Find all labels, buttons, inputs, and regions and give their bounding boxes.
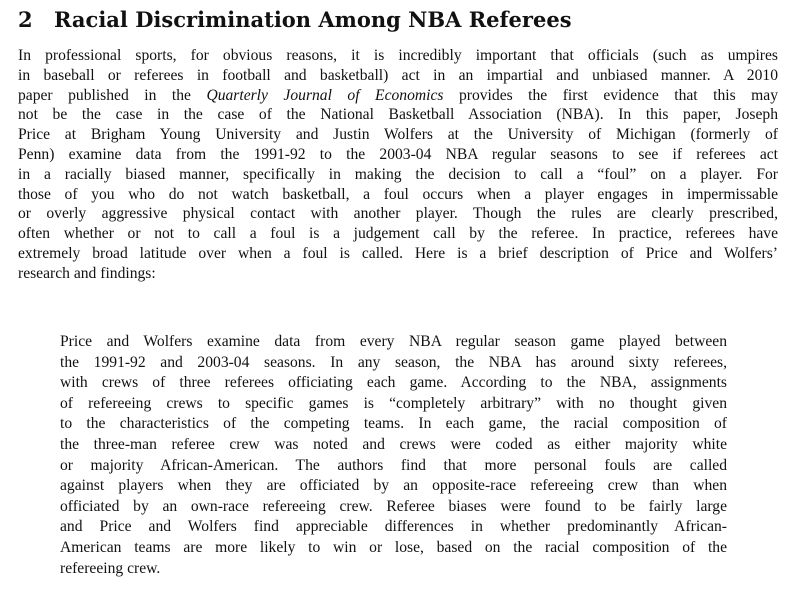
text-line: or overly aggressive physical contact with another player. Though the rules are clearly prescribed,: [18, 205, 778, 223]
text-line: often whether or not to call a foul is a judgement call by the referee. In practice, referees have: [18, 225, 778, 243]
text-line: Penn) examine data from the 1991-92 to the 2003-04 NBA regular seasons to see if referees act: [18, 145, 778, 163]
section-heading: [18, 6, 572, 34]
text-line: Price at Brigham Young University and Justin Wolfers at the University of Michigan (formerly of: [18, 126, 778, 144]
text-line: research and findings:: [18, 264, 156, 282]
intro-paragraph: [18, 46, 778, 284]
text-line: in a racially biased manner, specifically in making the decision to call a “foul” on a player. For: [18, 165, 778, 183]
quote-line: refereeing crew.: [60, 559, 161, 577]
text-line: not be the case in the case of the National Basketball Association (NBA). In this paper, Joseph: [18, 106, 778, 124]
quote-line: officiated by an own-race refereeing crew. Referee biases were found to be fairly large: [60, 497, 727, 515]
quote-line: or majority African-American. The authors find that more personal fouls are called: [60, 456, 727, 474]
section-title: Racial Discrimination Among NBA Referees: [54, 7, 572, 32]
text-line: extremely broad latitude over when a foul is called. Here is a brief description of Price and Wolfers’: [18, 244, 778, 262]
quote-line: against players when they are officiated by an opposite-race refereeing crew than when: [60, 477, 727, 495]
text-line: in baseball or referees in football and basketball) act in an impartial and unbiased manner. A 2010: [18, 66, 778, 84]
quote-line: the 1991-92 and 2003-04 seasons. In any season, the NBA has around sixty referees,: [60, 353, 727, 371]
quote-line: Price and Wolfers examine data from every NBA regular season game played between: [60, 333, 727, 350]
quote-line: and Price and Wolfers find appreciable differences in whether predominantly African-: [60, 518, 727, 536]
quote-line: the three-man referee crew was noted and crews were coded as either majority white: [60, 435, 727, 453]
text-line: In professional sports, for obvious reasons, it is incredibly important that officials (such as umpires: [18, 47, 778, 64]
quote-line: to the characteristics of the competing teams. In each game, the racial composition of: [60, 415, 727, 433]
text-segment: paper published in the: [18, 86, 207, 104]
quote-line: of refereeing crews to specific games is “completely arbitrary” with no thought given: [60, 394, 727, 412]
quote-line: American teams are more likely to win or lose, based on the racial composition of the: [60, 538, 727, 556]
text-line: [18, 86, 778, 106]
section-number: 2: [18, 7, 33, 32]
journal-title: Quarterly Journal of Economics: [206, 86, 444, 104]
quote-line: with crews of three referees officiating each game. According to the NBA, assignments: [60, 374, 727, 392]
block-quote: [60, 332, 727, 579]
text-line: those of you who do not watch basketball, a foul occurs when a player engages in impermissable: [18, 185, 778, 203]
text-segment: provides the first evidence that this may: [443, 86, 778, 104]
